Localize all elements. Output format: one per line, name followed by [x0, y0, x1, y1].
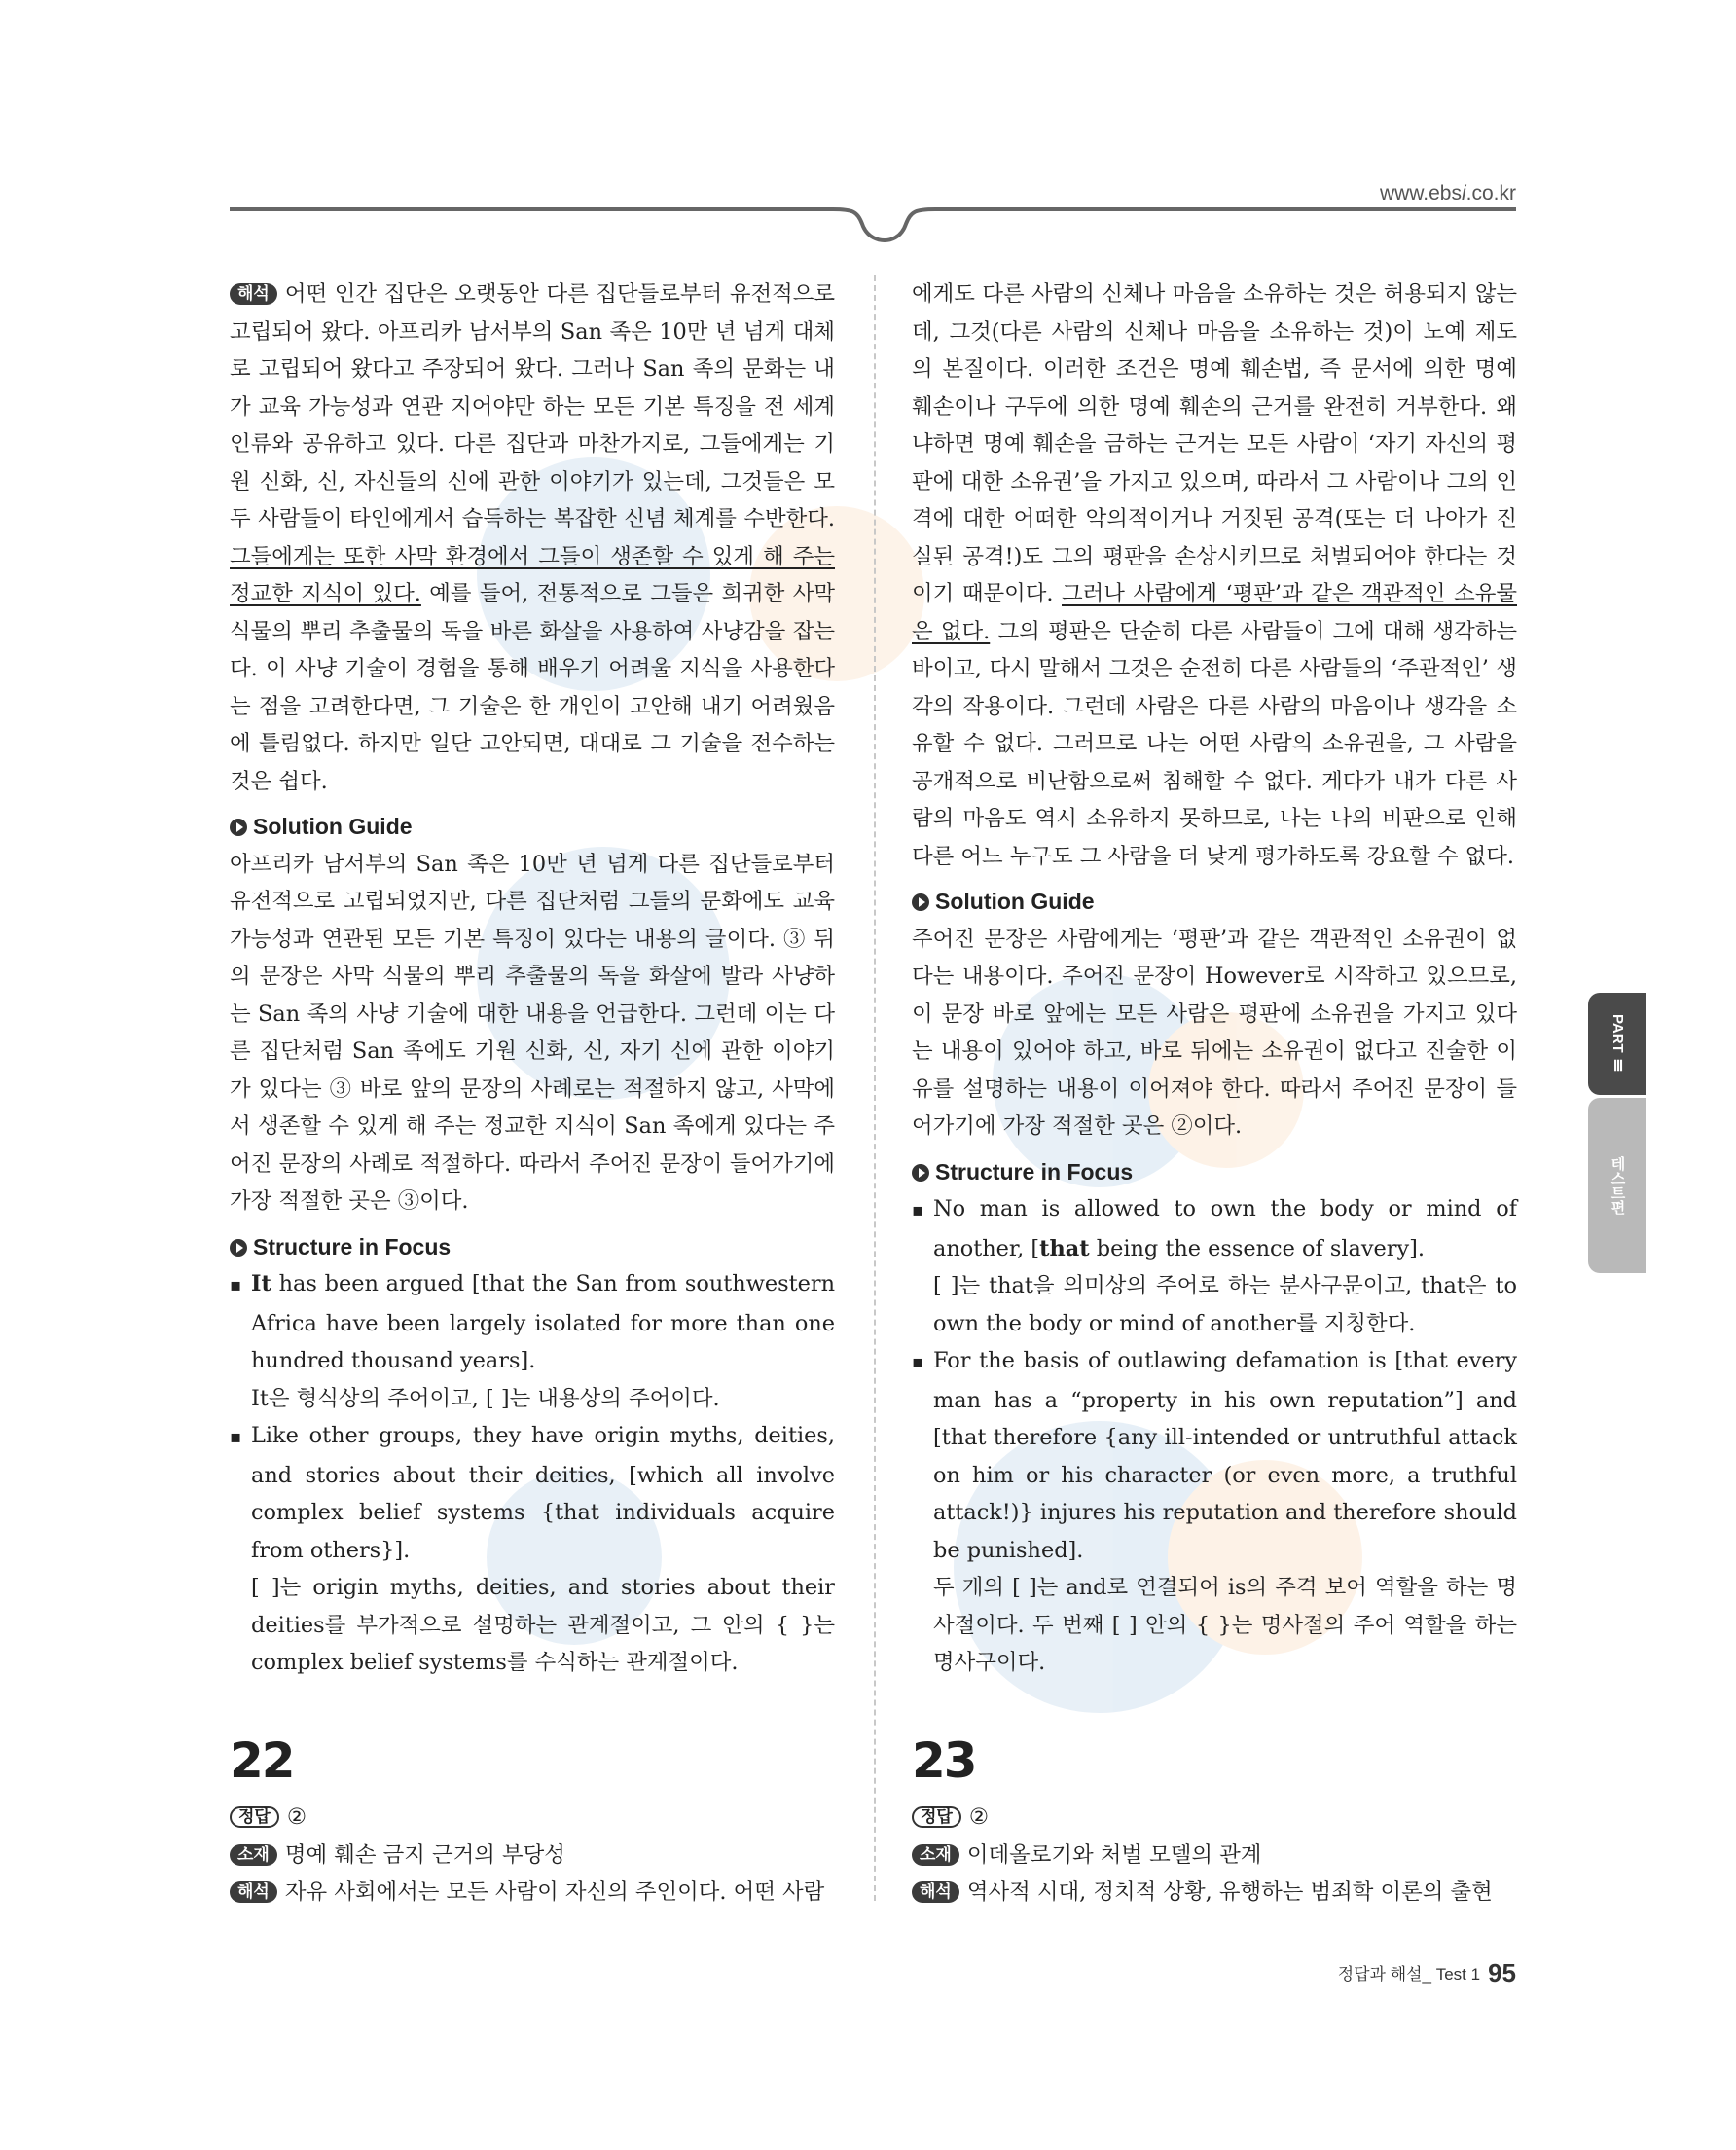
page-number: 95 — [1488, 1958, 1516, 1987]
right-column — [912, 275, 1517, 1682]
structure-bullet: ▪ For the basis of outlawing defamation is [that every man has a “property in his own reputation”] and [that therefore {any ill-intended or untruthful attack on him or his character (or even more, a truthful attack!)} injures his reputation and therefore should be punished]. — [912, 1342, 1517, 1569]
side-tab-part[interactable]: PART Ⅲ — [1588, 993, 1646, 1095]
structure-note: [ ]는 origin myths, deities, and stories about their deities를 부가적으로 설명하는 관계절이고, 그 안의 { }는 complex belief systems를 수식하는 관계절이다. — [251, 1575, 835, 1675]
translation-start: 자유 사회에서는 모든 사람이 자신의 주인이다. 어떤 사람 — [284, 1879, 825, 1905]
question-number-22: 22 — [230, 1732, 294, 1789]
solution-guide-text: 아프리카 남서부의 San 족은 10만 년 넘게 다른 집단들로부터 유전적으로 고립되었지만, 다른 집단처럼 그들의 문화에도 교육 가능성과 연관된 모든 기본 특징이 있다는 내용의 글이다. ③ 뒤의 문장은 사막 식물의 뿌리 추출물의 독을 화살에 발라 사냥하는 San 족의 사냥 기술에 대한 내용을 언급한다. 그런데 이는 다른 집단처럼 San 족에도 기원 신화, 신, 자기 신에 관한 이야기가 있다는 ③ 바로 앞의 문장의 사례로는 적절하지 않고, 사막에서 생존할 수 있게 해 주는 정교한 지식이 San 족에게 있다는 주어진 문장의 사례로 적절하다. 따라서 주어진 문장이 들어가기에 가장 적절한 곳은 ③이다. — [230, 851, 835, 1214]
solution-guide-text: 주어진 문장은 사람에게는 ‘평판’과 같은 객관적인 소유권이 없다는 내용이다. 주어진 문장이 However로 시작하고 있으므로, 이 문장 바로 앞에는 모든 사람은 평판에 소유권을 가지고 있다는 내용이 있어야 하고, 바로 뒤에는 소유권이 없다고 진술한 이유를 설명하는 내용이 이어져야 한다. 따라서 주어진 문장이 들어가기에 가장 적절한 곳은 ②이다. — [912, 926, 1517, 1139]
structure-bullet: ▪ It has been argued [that the San from southwestern Africa have been largely isolated for more than one hundred thousand years]. — [230, 1265, 835, 1380]
play-icon — [912, 893, 929, 911]
topic-text: 명예 훼손 금지 근거의 부당성 — [284, 1841, 565, 1868]
translation-tag: 해석 — [230, 283, 277, 305]
solution-guide-heading: Solution Guide — [912, 883, 1517, 921]
site-url: www.ebsi.co.kr — [1379, 182, 1516, 204]
answer-value: ② — [286, 1804, 307, 1830]
structure-heading: Structure in Focus — [230, 1228, 835, 1266]
translation-tag: 해석 — [230, 1881, 277, 1903]
play-icon — [230, 819, 247, 836]
question-number-23: 23 — [912, 1732, 976, 1789]
translation-tag: 해석 — [912, 1881, 959, 1903]
structure-note: [ ]는 that을 의미상의 주어로 하는 분사구문이고, that은 to own the body or mind of another를 지칭한다. — [933, 1273, 1517, 1336]
answer-tag: 정답 — [912, 1806, 961, 1828]
topic-tag: 소재 — [230, 1844, 277, 1866]
structure-bullet: ▪ Like other groups, they have origin myths, deities, and stories about their deities, [which all involve complex belief systems {that individuals acquire from others}]. — [230, 1417, 835, 1569]
side-tab-section[interactable]: 테스트편 — [1588, 1098, 1646, 1273]
translation-start: 역사적 시대, 정치적 상황, 유행하는 범죄학 이론의 출현 — [966, 1879, 1493, 1905]
solution-guide-heading: Solution Guide — [230, 808, 835, 846]
structure-bullet: ▪ No man is allowed to own the body or mind of another, [that being the essence of slavery]. — [912, 1190, 1517, 1267]
answer-value: ② — [968, 1804, 989, 1830]
translation-continued: 에게도 다른 사람의 신체나 마음을 소유하는 것은 허용되지 않는데, 그것(다른 사람의 신체나 마음을 소유하는 것)이 노예 제도의 본질이다. 이러한 조건은 명예 훼손법, 즉 문서에 의한 명예 훼손이나 구두에 의한 명예 훼손의 근거를 완전히 거부한다. 왜냐하면 명예 훼손을 금하는 근거는 모든 사람이 ‘자기 자신의 평판에 대한 소유권’을 가지고 있으며, 따라서 그 사람이나 그의 인격에 대한 어떠한 악의적이거나 거짓된 공격(또는 더 나아가 진실된 공격!)도 그의 평판을 손상시키므로 처벌되어야 한다는 것이기 때문이다. 그러나 사람에게 ‘평판’과 같은 객관적인 소유물은 없다. 그의 평판은 단순히 다른 사람들이 그에 대해 생각하는 바이고, 다시 말해서 그것은 순전히 다른 사람들의 ‘주관적인’ 생각의 작용이다. 그런데 사람은 다른 사람의 마음이나 생각을 소유할 수 없다. 그러므로 나는 어떤 사람의 소유권을, 그 사람을 공개적으로 비난함으로써 침해할 수 없다. 게다가 내가 다른 사람의 마음도 역시 소유하지 못하므로, 나는 나의 비판으로 인해 다른 어느 누구도 그 사람을 더 낮게 평가하도록 강요할 수 없다. — [912, 281, 1517, 869]
play-icon — [230, 1239, 247, 1257]
play-icon — [912, 1164, 929, 1182]
answer-tag: 정답 — [230, 1806, 279, 1828]
question-22-block — [230, 1799, 835, 1912]
left-column — [230, 275, 835, 1682]
structure-heading: Structure in Focus — [912, 1153, 1517, 1191]
footer-label: 정답과 해설_ Test 1 — [1337, 1965, 1481, 1984]
column-divider — [874, 275, 876, 1901]
structure-note: 두 개의 [ ]는 and로 연결되어 is의 주격 보어 역할을 하는 명사절이다. 두 번째 [ ] 안의 { }는 명사절의 주어 역할을 하는 명사구이다. — [933, 1575, 1517, 1675]
topic-text: 이데올로기와 처벌 모델의 관계 — [966, 1841, 1262, 1868]
topic-tag: 소재 — [912, 1844, 959, 1866]
question-23-block — [912, 1799, 1517, 1912]
page-footer — [1338, 1958, 1516, 1988]
structure-note: It은 형식상의 주어이고, [ ]는 내용상의 주어이다. — [251, 1385, 720, 1411]
header-rule — [230, 200, 1516, 248]
translation-paragraph: 해석 어떤 인간 집단은 오랫동안 다른 집단들로부터 유전적으로 고립되어 왔다. 아프리카 남서부의 San 족은 10만 년 넘게 대체로 고립되어 왔다고 주장되어 왔다. 그러나 San 족의 문화는 내가 교육 가능성과 연관 지어야만 하는 모든 기본 특징을 전 세계 인류와 공유하고 있다. 다른 집단과 마찬가지로, 그들에게는 기원 신화, 신, 자신들의 신에 관한 이야기가 있는데, 그것들은 모두 사람들이 타인에게서 습득하는 복잡한 신념 체계를 수반한다. 그들에게는 또한 사막 환경에서 그들이 생존할 수 있게 해 주는 정교한 지식이 있다. 예를 들어, 전통적으로 그들은 희귀한 사막 식물의 뿌리 추출물의 독을 바른 화살을 사용하여 사냥감을 잡는다. 이 사냥 기술이 경험을 통해 배우기 어려울 지식을 사용한다는 점을 고려한다면, 그 기술은 한 개인이 고안해 내기 어려웠음에 틀림없다. 하지만 일단 고안되면, 대대로 그 기술을 전수하는 것은 쉽다. — [230, 281, 835, 794]
